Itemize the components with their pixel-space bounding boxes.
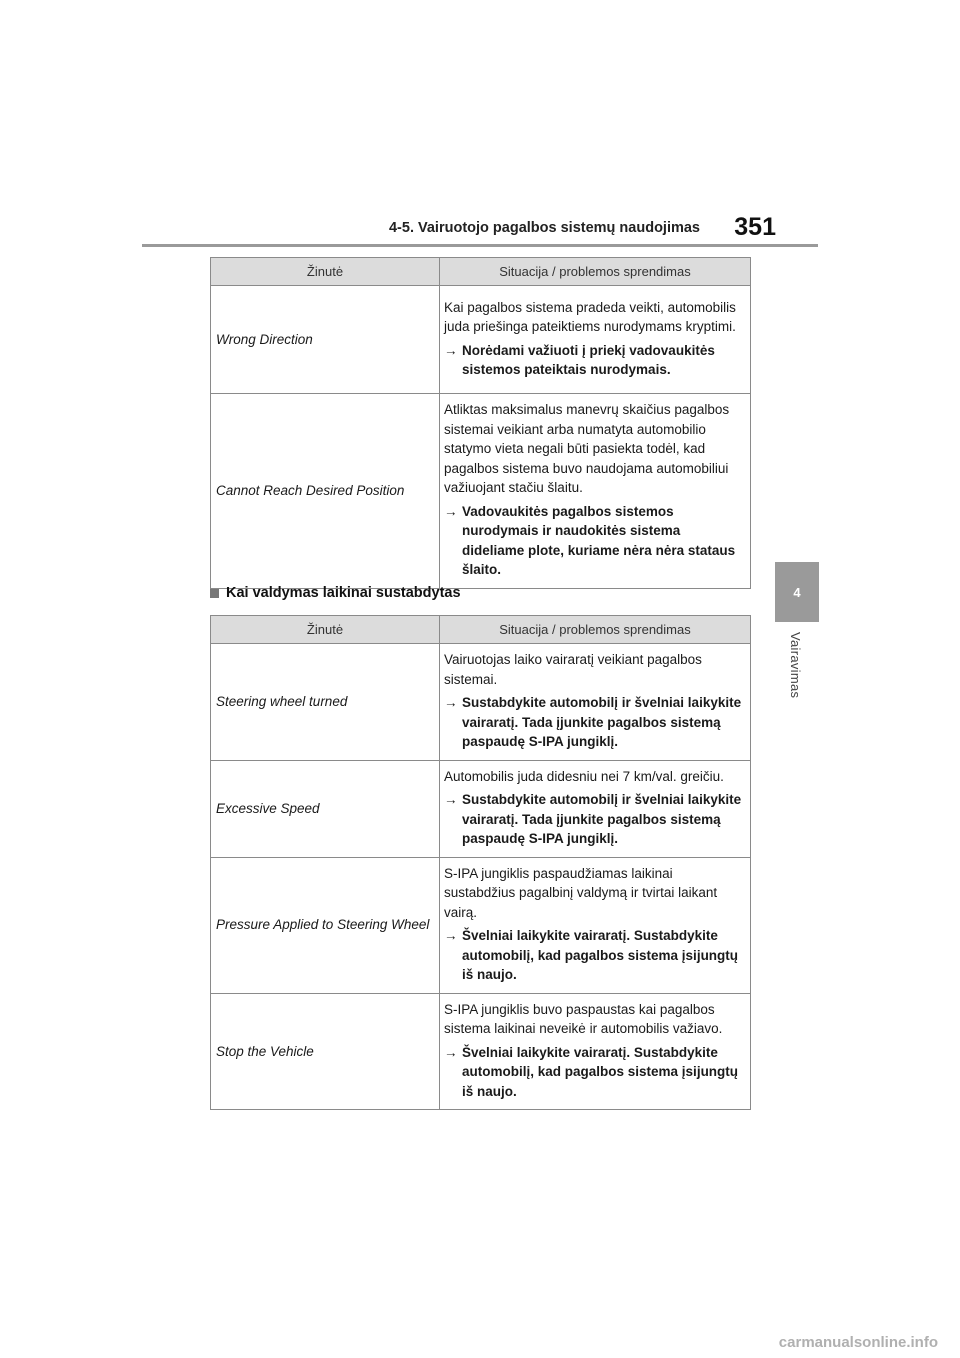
message-name: Pressure Applied to Steering Wheel xyxy=(211,857,440,993)
message-name: Steering wheel turned xyxy=(211,644,440,761)
action-text: Norėdami važiuoti į priekį vadovaukitės sistemos pateiktais nurodymais. xyxy=(462,342,715,377)
page-number: 351 xyxy=(734,213,776,241)
table-row xyxy=(211,394,751,589)
header-title: 4-5. Vairuotojo pagalbos sistemų naudojimas xyxy=(388,220,700,236)
table-row xyxy=(211,857,751,993)
action-line xyxy=(444,926,745,985)
table-row xyxy=(211,286,751,394)
action-line xyxy=(444,341,745,380)
situation-text: Atliktas maksimalus manevrų skaičius pagalbos sistemai veikiant arba numatyta automobilio statymo vieta negali būti pasiekta todėl, kad pagalbos sistema buvo naudojama automobiliui važiuojant stačiu šlaitu. xyxy=(444,402,730,495)
square-bullet-icon xyxy=(210,589,219,598)
page-header xyxy=(142,208,818,248)
solution-cell xyxy=(440,394,751,589)
solution-cell xyxy=(440,644,751,761)
message-name: Cannot Reach Desired Position xyxy=(211,394,440,589)
solution-cell xyxy=(440,857,751,993)
arrow-icon: → xyxy=(444,342,458,358)
message-name: Wrong Direction xyxy=(211,286,440,394)
message-table-2 xyxy=(210,615,751,1110)
solution-cell xyxy=(440,286,751,394)
solution-cell xyxy=(440,993,751,1110)
section-heading-text: Kai valdymas laikinai sustabdytas xyxy=(226,585,461,601)
solution-cell xyxy=(440,760,751,857)
action-line xyxy=(444,693,745,752)
chapter-tab[interactable] xyxy=(775,562,819,622)
arrow-icon: → xyxy=(444,928,458,943)
column-header-solution: Situacija / problemos sprendimas xyxy=(440,616,751,644)
message-name: Excessive Speed xyxy=(211,760,440,857)
table-header-row xyxy=(211,616,751,644)
column-header-message: Žinutė xyxy=(211,258,440,286)
action-text: Vadovaukitės pagalbos sistemos nurodymais ir naudokitės sistema dideliame plote, kuriame nėra nėra stataus šlaito. xyxy=(462,503,736,577)
column-header-message: Žinutė xyxy=(211,616,440,644)
action-line xyxy=(444,790,745,849)
arrow-icon: → xyxy=(444,503,458,519)
chapter-label: Vairavimas xyxy=(788,632,803,699)
action-text: Sustabdykite automobilį ir švelniai laikykite vairaratį. Tada įjunkite pagalbos sistemą paspaudę S-IPA jungiklį. xyxy=(462,695,742,749)
header-rule xyxy=(142,244,818,247)
arrow-icon: → xyxy=(444,695,458,710)
table-header-row xyxy=(211,258,751,286)
situation-text: Vairuotojas laiko vairaratį veikiant pagalbos sistemai. xyxy=(444,652,702,687)
arrow-icon: → xyxy=(444,792,458,807)
action-text: Sustabdykite automobilį ir švelniai laikykite vairaratį. Tada įjunkite pagalbos sistemą paspaudę S-IPA jungiklį. xyxy=(462,792,742,846)
message-name: Stop the Vehicle xyxy=(211,993,440,1110)
action-text: Švelniai laikykite vairaratį. Sustabdykite automobilį, kad pagalbos sistema įsijungtų iš naujo. xyxy=(462,928,739,982)
table-row xyxy=(211,993,751,1110)
table-row xyxy=(211,644,751,761)
table-row xyxy=(211,760,751,857)
column-header-solution: Situacija / problemos sprendimas xyxy=(440,258,751,286)
arrow-icon: → xyxy=(444,1044,458,1060)
situation-text: Kai pagalbos sistema pradeda veikti, automobilis juda priešinga pateiktiems nurodymams kryptimi. xyxy=(444,299,736,334)
action-line xyxy=(444,502,745,580)
chapter-tab-number: 4 xyxy=(793,584,801,600)
section-heading xyxy=(210,585,461,601)
message-table-1 xyxy=(210,257,751,589)
action-text: Švelniai laikykite vairaratį. Sustabdykite automobilį, kad pagalbos sistema įsijungtų iš naujo. xyxy=(462,1044,739,1099)
situation-text: Automobilis juda didesniu nei 7 km/val. greičiu. xyxy=(444,768,724,784)
situation-text: S-IPA jungiklis buvo paspaustas kai pagalbos sistema laikinai neveikė ir automobilis važiavo. xyxy=(444,1001,723,1036)
action-line xyxy=(444,1043,745,1102)
watermark: carmanualsonline.info xyxy=(778,1334,938,1351)
situation-text: S-IPA jungiklis paspaudžiamas laikinai sustabdžius pagalbinį valdymą ir tvirtai laikant vairą. xyxy=(444,865,718,920)
